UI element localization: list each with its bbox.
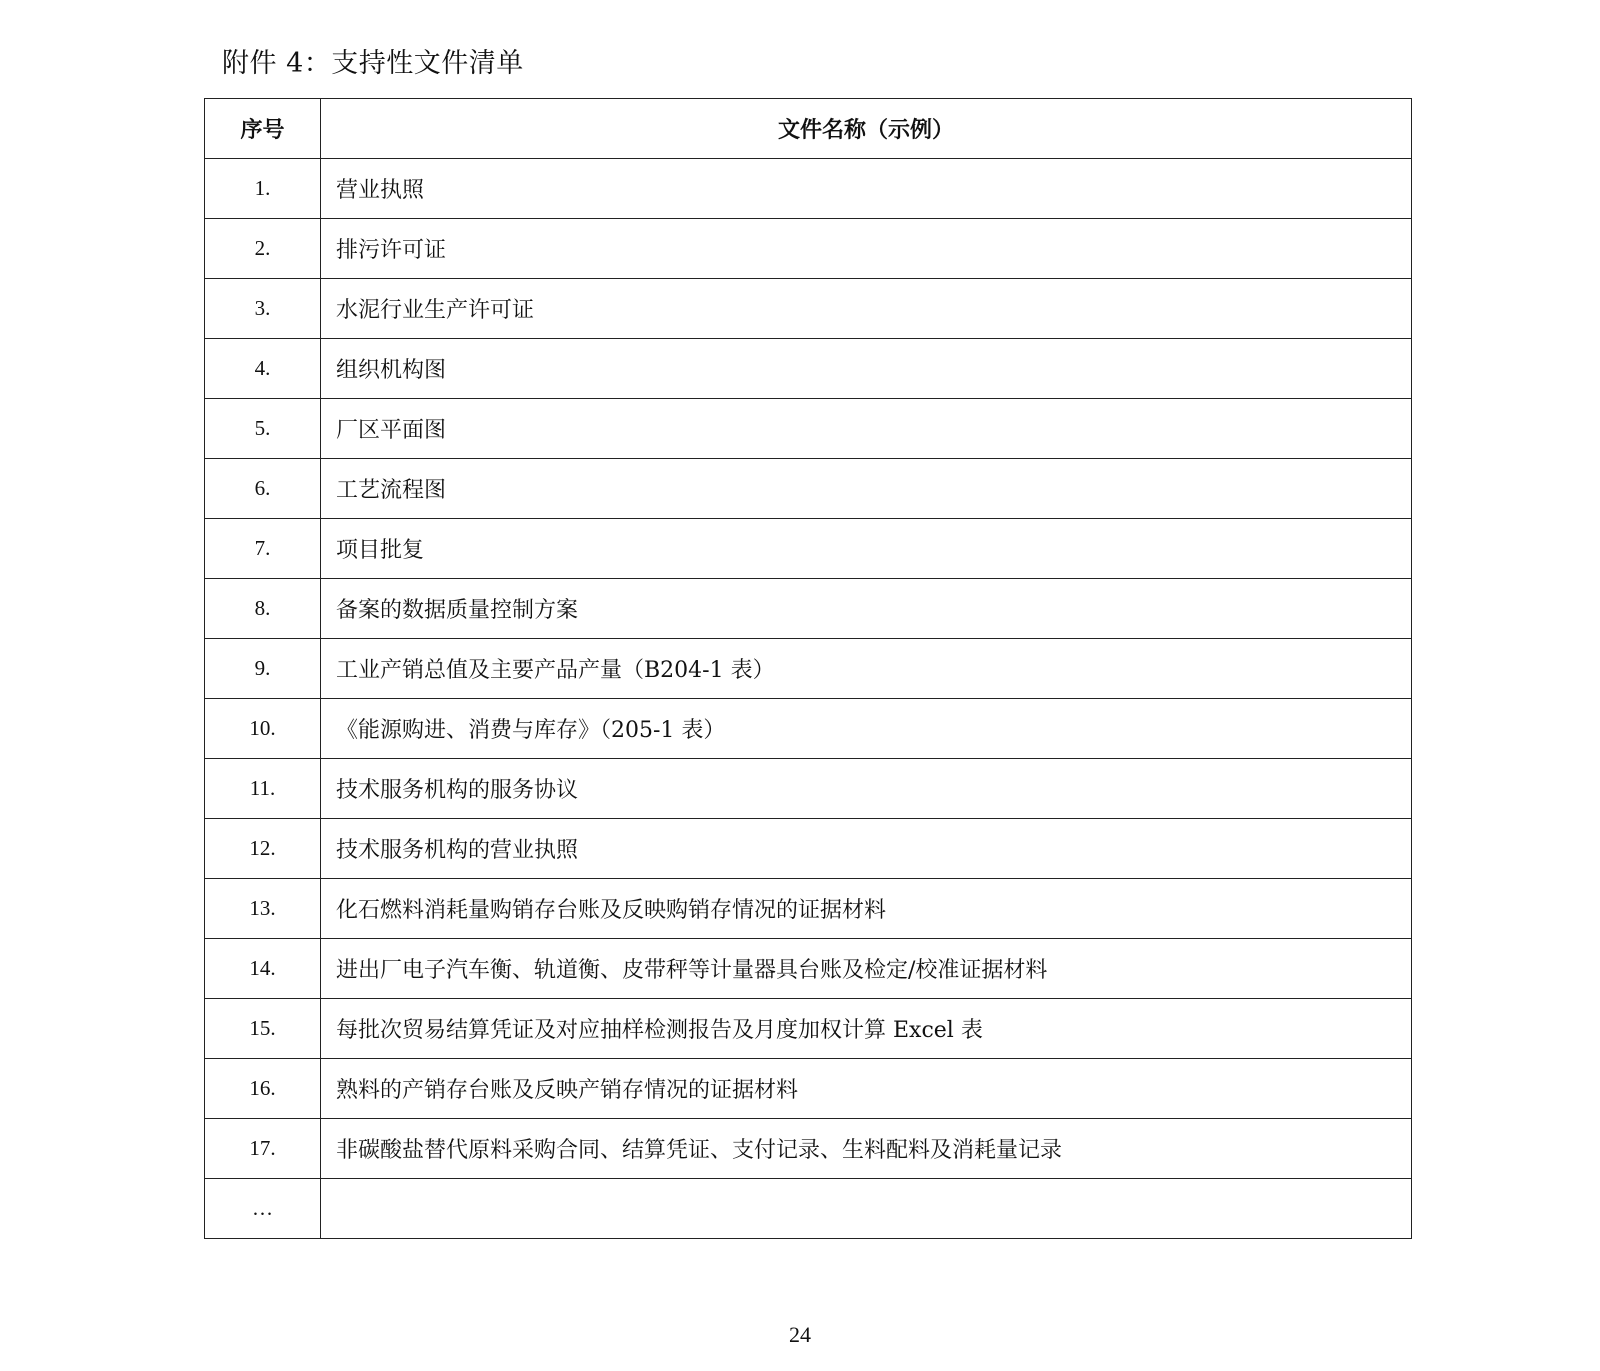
row-number: 1. — [205, 159, 321, 219]
document-name: 熟料的产销存台账及反映产销存情况的证据材料 — [321, 1059, 1412, 1119]
row-number: … — [205, 1179, 321, 1239]
table-row — [205, 339, 1412, 399]
supporting-documents-table — [204, 98, 1412, 1239]
column-header-name: 文件名称（示例） — [321, 99, 1412, 159]
row-number: 8. — [205, 579, 321, 639]
document-name: 营业执照 — [321, 159, 1412, 219]
table-row — [205, 699, 1412, 759]
document-name: 每批次贸易结算凭证及对应抽样检测报告及月度加权计算 Excel 表 — [321, 999, 1412, 1059]
table-row — [205, 459, 1412, 519]
table-row — [205, 519, 1412, 579]
document-name: 厂区平面图 — [321, 399, 1412, 459]
table-row — [205, 1119, 1412, 1179]
row-number: 15. — [205, 999, 321, 1059]
column-header-number: 序号 — [205, 99, 321, 159]
page-title: 附件 4：支持性文件清单 — [222, 48, 524, 79]
document-name: 工业产销总值及主要产品产量（B204-1 表） — [321, 639, 1412, 699]
row-number: 13. — [205, 879, 321, 939]
row-number: 4. — [205, 339, 321, 399]
row-number: 2. — [205, 219, 321, 279]
row-number: 9. — [205, 639, 321, 699]
table-row — [205, 639, 1412, 699]
table-row — [205, 759, 1412, 819]
row-number: 17. — [205, 1119, 321, 1179]
document-name: 水泥行业生产许可证 — [321, 279, 1412, 339]
document-name: 备案的数据质量控制方案 — [321, 579, 1412, 639]
table-row — [205, 939, 1412, 999]
table-row — [205, 579, 1412, 639]
row-number: 11. — [205, 759, 321, 819]
document-name — [321, 1179, 1412, 1239]
page-number: 24 — [789, 1322, 811, 1347]
document-name: 工艺流程图 — [321, 459, 1412, 519]
document-name: 技术服务机构的服务协议 — [321, 759, 1412, 819]
row-number: 6. — [205, 459, 321, 519]
document-name: 进出厂电子汽车衡、轨道衡、皮带秤等计量器具台账及检定/校准证据材料 — [321, 939, 1412, 999]
row-number: 3. — [205, 279, 321, 339]
table-row — [205, 219, 1412, 279]
document-name: 排污许可证 — [321, 219, 1412, 279]
row-number: 7. — [205, 519, 321, 579]
table-row — [205, 1059, 1412, 1119]
document-name: 项目批复 — [321, 519, 1412, 579]
supporting-documents-table-wrapper — [204, 98, 1412, 1239]
table-row — [205, 879, 1412, 939]
document-name: 《能源购进、消费与库存》（205-1 表） — [321, 699, 1412, 759]
table-row — [205, 159, 1412, 219]
table-row — [205, 819, 1412, 879]
document-name: 非碳酸盐替代原料采购合同、结算凭证、支付记录、生料配料及消耗量记录 — [321, 1119, 1412, 1179]
document-name: 技术服务机构的营业执照 — [321, 819, 1412, 879]
document-name: 化石燃料消耗量购销存台账及反映购销存情况的证据材料 — [321, 879, 1412, 939]
table-row — [205, 399, 1412, 459]
row-number: 10. — [205, 699, 321, 759]
table-header-row — [205, 99, 1412, 159]
document-name: 组织机构图 — [321, 339, 1412, 399]
table-row — [205, 279, 1412, 339]
row-number: 12. — [205, 819, 321, 879]
row-number: 16. — [205, 1059, 321, 1119]
row-number: 5. — [205, 399, 321, 459]
table-row — [205, 1179, 1412, 1239]
table-body — [205, 159, 1412, 1239]
row-number: 14. — [205, 939, 321, 999]
table-row — [205, 999, 1412, 1059]
